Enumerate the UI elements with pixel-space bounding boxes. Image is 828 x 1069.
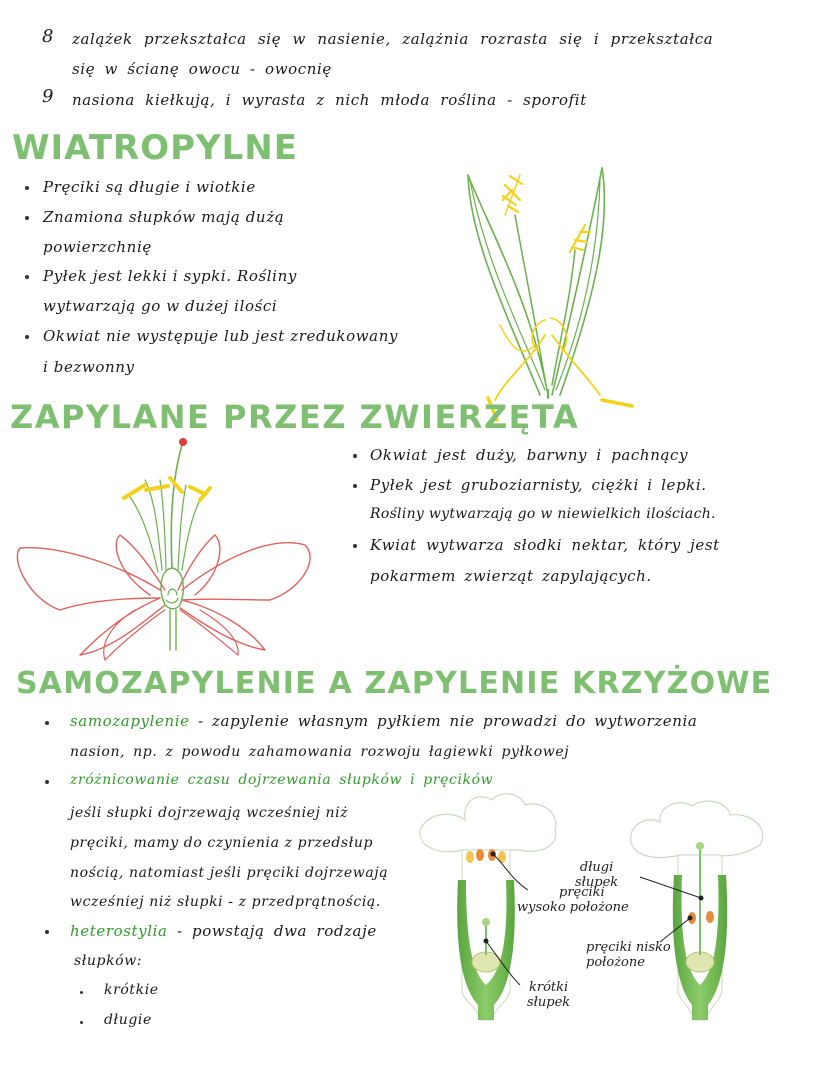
- wiatro-bullet-2-line2: powierzchnię: [43, 238, 152, 256]
- item-8-number: 8: [42, 26, 55, 47]
- zwierzeta-bullet-3-line1: Kwiat wytwarza słodki nektar, który jest: [370, 536, 720, 554]
- samo-bullet-3-line2: słupków:: [74, 953, 143, 969]
- zwierzeta-bullet-1: Okwiat jest duży, barwny i pachnący: [370, 446, 689, 464]
- section-heading-samozapylenie: SAMOZAPYLENIE A ZAPYLENIE KRZYŻOWE: [16, 666, 773, 701]
- samo-bullet-2-line2: pręciki, mamy do czynienia z przedsłup: [70, 835, 374, 851]
- label-dlugi-slupek: [575, 860, 618, 890]
- flower-long-style: [631, 801, 763, 1020]
- wiatro-bullet-4-line2: i bezwonny: [43, 358, 135, 376]
- label-preciki-nisko: [586, 940, 671, 970]
- zwierzeta-bullet-3-line2: pokarmem zwierząt zapylających.: [370, 567, 652, 585]
- samo-bullet-2-line4: wcześniej niż słupki - z przedprątnością.: [70, 894, 381, 910]
- term-samozapylenie: samozapylenie: [70, 712, 190, 730]
- samo-bullet-1-rest: - zapylenie własnym pyłkiem nie prowadzi do wytworzenia: [189, 712, 698, 730]
- wiatro-bullet-1: Pręciki są długie i wiotkie: [43, 178, 256, 196]
- item-9-number: 9: [42, 86, 55, 107]
- term-heterostylia: heterostylia: [70, 922, 168, 940]
- term-zroznicowanie: zróżnicowanie czasu dojrzewania słupków i pręcików: [70, 772, 494, 788]
- item-9-line1: nasiona kiełkują, i wyrasta z nich młoda roślina - sporofit: [72, 91, 587, 109]
- samo-bullet-3-rest: - powstają dwa rodzaje: [167, 922, 377, 940]
- label-line: wysoko położone: [517, 900, 629, 915]
- label-line: krótki: [528, 980, 569, 995]
- samo-bullet-2-line1: jeśli słupki dojrzewają wcześniej niż: [70, 805, 349, 821]
- section-heading-zwierzeta: ZAPYLANE PRZEZ ZWIERZĘTA: [10, 398, 580, 436]
- wiatro-bullet-3-line2: wytwarzają go w dużej ilości: [43, 297, 278, 315]
- label-line: słupek: [527, 995, 571, 1010]
- label-line: położone: [586, 955, 645, 970]
- wiatro-bullet-4-line1: Okwiat nie występuje lub jest zredukowany: [43, 327, 399, 345]
- label-krotki-slupek: [527, 980, 570, 1010]
- samo-bullet-1-line2: nasion, np. z powodu zahamowania rozwoju łagiewki pyłkowej: [70, 744, 570, 760]
- zwierzeta-bullet-2-line1: Pyłek jest gruboziarnisty, ciężki i lepki.: [370, 476, 707, 494]
- sub-item-dlugie: długie: [104, 1012, 152, 1028]
- label-line: pręciki nisko: [586, 940, 671, 955]
- label-line: długi: [579, 860, 614, 875]
- sub-item-krotkie: krótkie: [104, 982, 159, 998]
- wiatro-bullet-2-line1: Znamiona słupków mają dużą: [43, 208, 285, 226]
- wiatro-bullet-3-line1: Pyłek jest lekki i sypki. Rośliny: [43, 267, 297, 285]
- label-line: słupek: [575, 875, 619, 890]
- label-line: pręciki: [559, 885, 605, 900]
- section-heading-wiatropylne: WIATROPYLNE: [12, 128, 298, 168]
- zwierzeta-bullet-2-line2: Rośliny wytwarzają go w niewielkich ilościach.: [370, 506, 716, 522]
- item-8-line2: się w ścianę owocu - owocnię: [72, 60, 332, 78]
- samo-bullet-2-line3: nością, natomiast jeśli pręciki dojrzewają: [70, 865, 389, 881]
- item-8-line1: zalążek przekształca się w nasienie, zalążnia rozrasta się i przekształca: [72, 30, 714, 48]
